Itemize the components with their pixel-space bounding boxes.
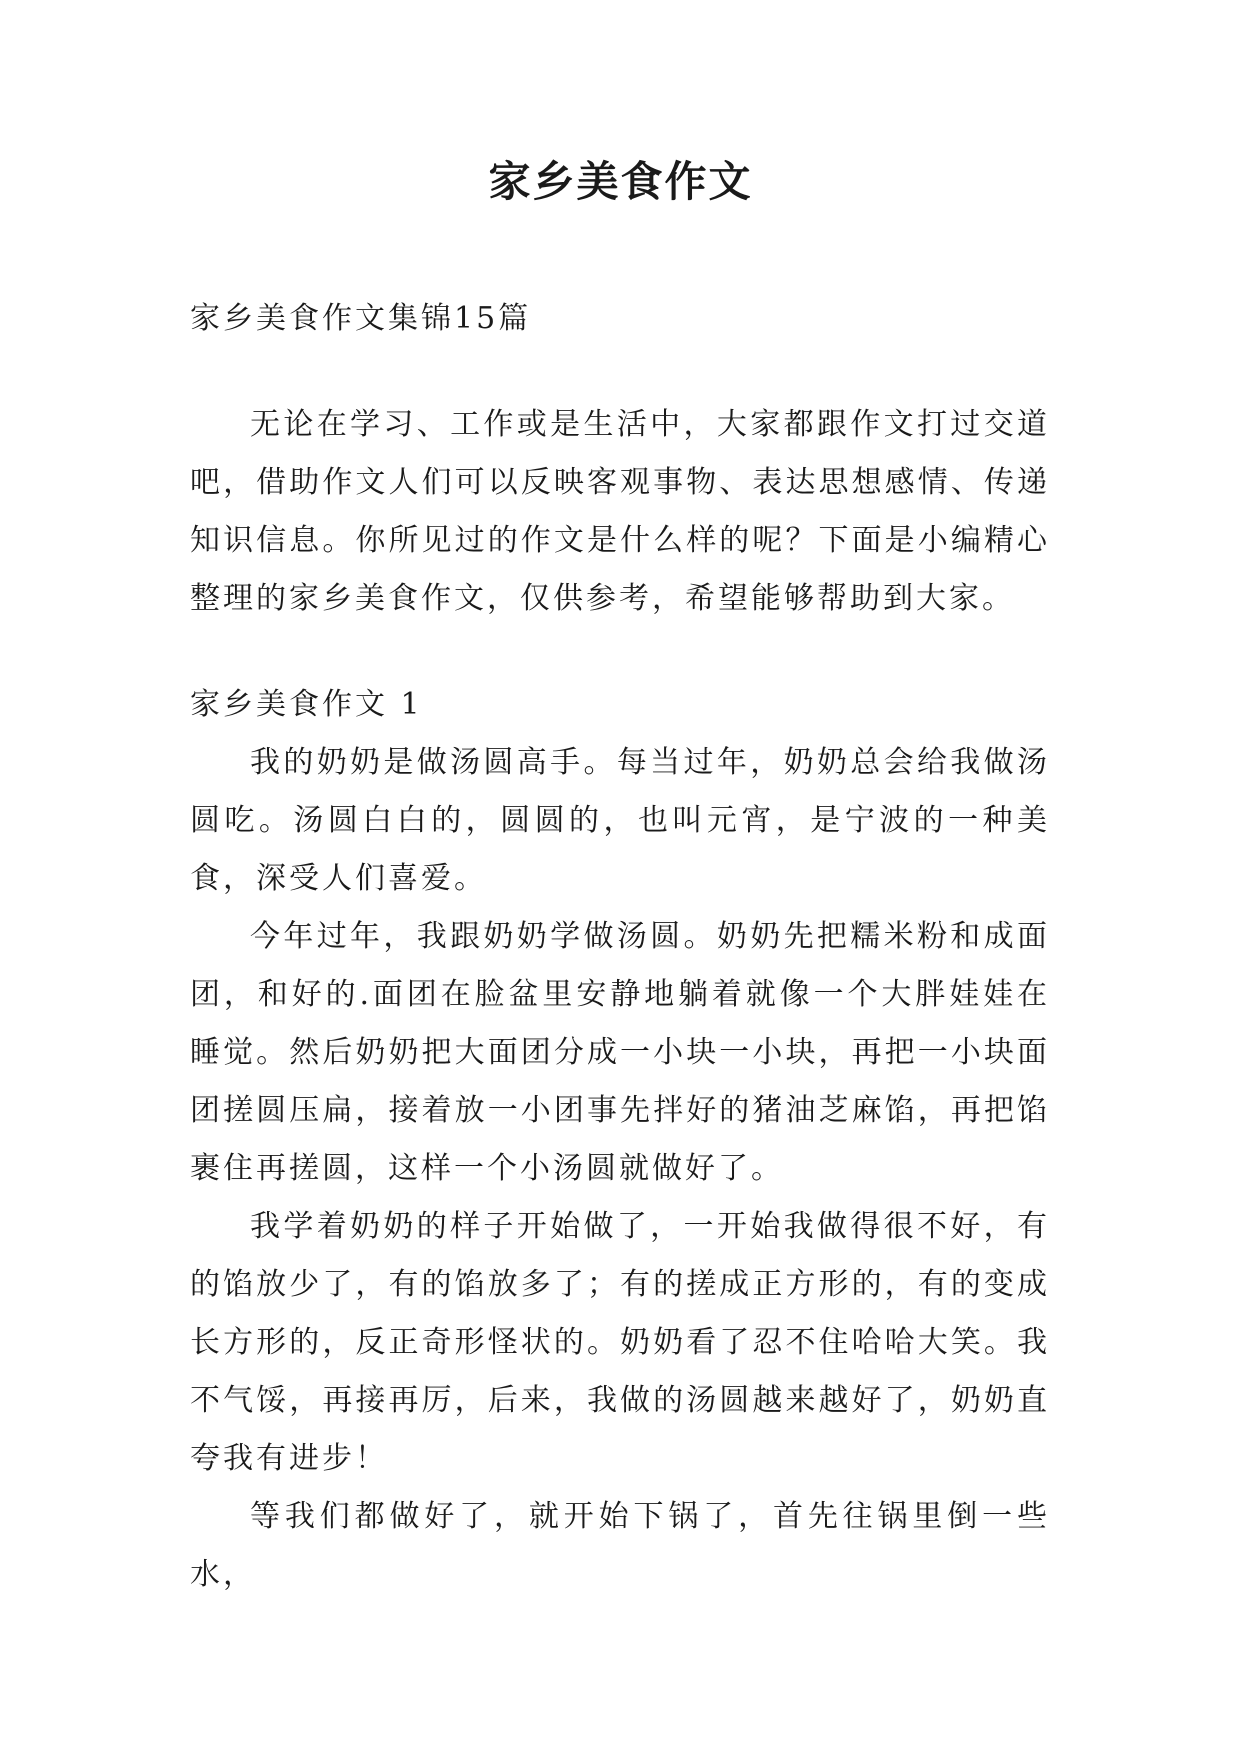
intro-paragraph: 无论在学习、工作或是生活中，大家都跟作文打过交道吧，借助作文人们可以反映客观事物、表达思想感情、传递知识信息。你所见过的作文是什么样的呢？下面是小编精心整理的家乡美食作文，仅供参考，希望能够帮助到大家。 [190,407,1050,616]
section-heading: 家乡美食作文 1 [190,687,423,722]
document-subtitle: 家乡美食作文集锦15篇 [190,301,532,336]
document-body [190,290,1050,1604]
body-paragraph: 我的奶奶是做汤圆高手。每当过年，奶奶总会给我做汤圆吃。汤圆白白的，圆圆的，也叫元宵，是宁波的一种美食，深受人们喜爱。 [190,745,1050,896]
body-paragraph: 等我们都做好了，就开始下锅了，首先往锅里倒一些水， [190,1499,1050,1592]
body-paragraph: 今年过年，我跟奶奶学做汤圆。奶奶先把糯米粉和成面团，和好的.面团在脸盆里安静地躺着就像一个大胖娃娃在睡觉。然后奶奶把大面团分成一小块一小块，再把一小块面团搓圆压扁，接着放一小团事先拌好的猪油芝麻馅，再把馅裹住再搓圆，这样一个小汤圆就做好了。 [190,919,1050,1186]
body-paragraph: 我学着奶奶的样子开始做了，一开始我做得很不好，有的馅放少了，有的馅放多了；有的搓成正方形的，有的变成长方形的，反正奇形怪状的。奶奶看了忍不住哈哈大笑。我不气馁，再接再厉，后来，我做的汤圆越来越好了，奶奶直夸我有进步！ [190,1209,1050,1476]
document-title: 家乡美食作文 [488,157,753,206]
